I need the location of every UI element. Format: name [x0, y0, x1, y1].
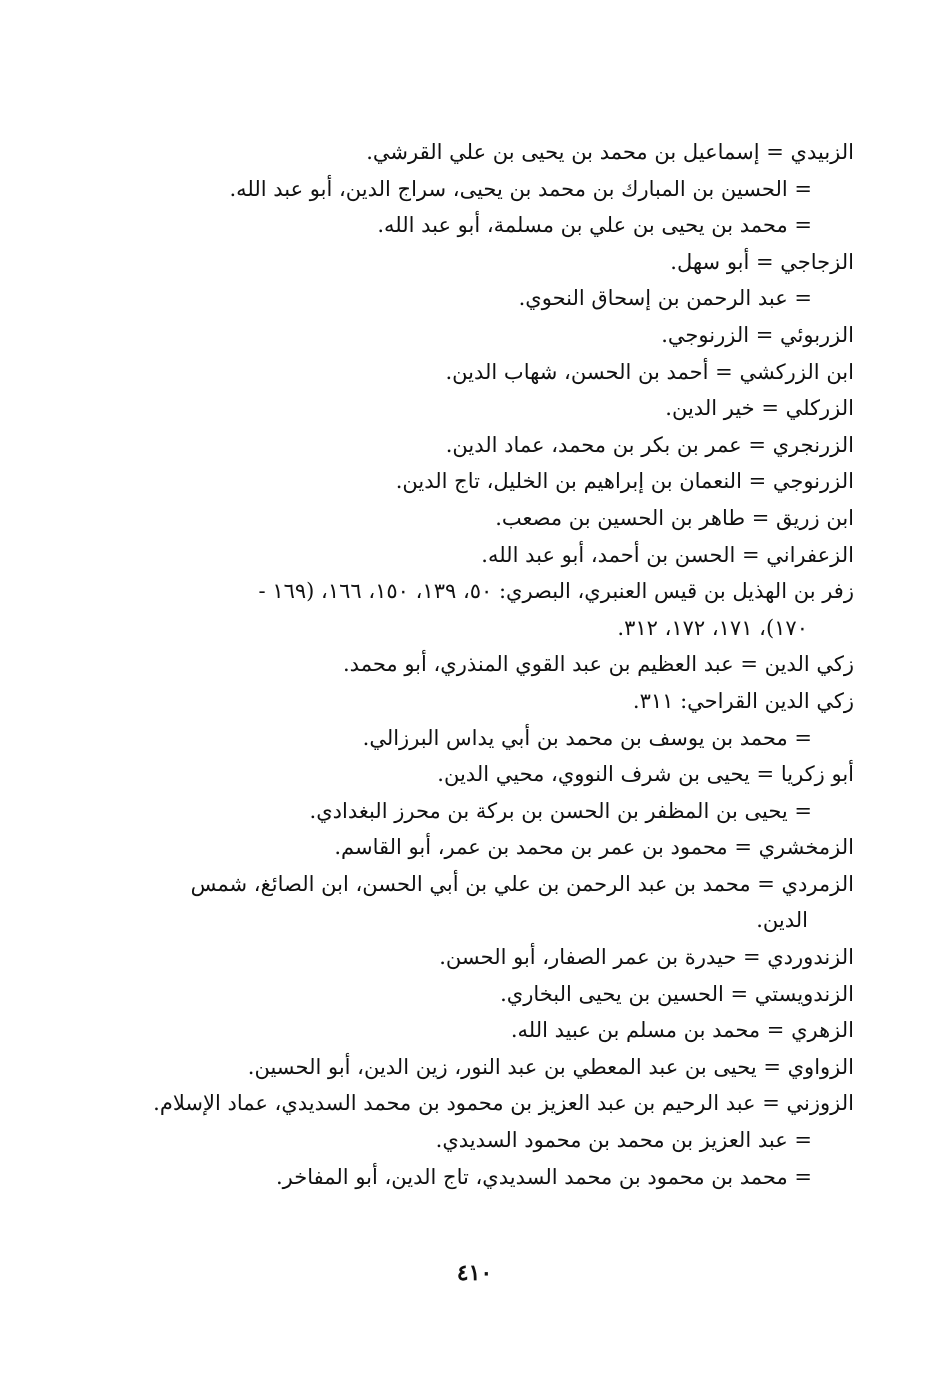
index-entry: = عبد العزيز بن محمد بن محمود السديدي. — [435, 1128, 812, 1153]
index-entry: الزربوئي = الزرنوجي. — [661, 322, 854, 347]
index-entry: الزرنوجي = النعمان بن إبراهيم بن الخليل، تاج الدين. — [395, 469, 854, 494]
index-entry: أبو زكريا = يحيى بن شرف النووي، محيي الدين. — [437, 762, 854, 787]
index-entry: الزوزني = عبد الرحيم بن عبد العزيز بن محمود بن محمد السديدي، عماد الإسلام. — [153, 1091, 854, 1116]
index-entry: الزرنجري = عمر بن بكر بن محمد، عماد الدين. — [445, 432, 854, 457]
index-entry-continuation: ١٧٠)، ١٧١، ١٧٢، ٣١٢. — [617, 615, 808, 640]
index-entry: ابن زريق = طاهر بن الحسين بن مصعب. — [495, 505, 854, 530]
index-entry: = عبد الرحمن بن إسحاق النحوي. — [518, 286, 812, 311]
index-entry: الزعفراني = الحسن بن أحمد، أبو عبد الله. — [481, 542, 854, 567]
index-entry: = الحسين بن المبارك بن محمد بن يحيى، سراج الدين، أبو عبد الله. — [229, 176, 812, 201]
index-entry: الزبيدي = إسماعيل بن محمد بن يحيى بن علي القرشي. — [366, 140, 854, 164]
index-entry — [134, 573, 854, 646]
index-entry: = محمد بن محمود بن محمد السديدي، تاج الدين، أبو المفاخر. — [276, 1164, 812, 1189]
index-entry-continuation: الدين. — [756, 908, 808, 933]
index-entry: الزندوردي = حيدرة بن عمر الصفار، أبو الحسن. — [439, 945, 854, 970]
index-entry — [134, 866, 854, 939]
index-entry: الزواوي = يحيى بن عبد المعطي بن عبد النور، زين الدين، أبو الحسين. — [247, 1054, 854, 1079]
index-entry: الزركلي = خير الدين. — [665, 396, 854, 421]
index-entry: = محمد بن يوسف بن محمد بن أبي يداس البرزالي. — [362, 725, 812, 750]
index-entry: الزهري = محمد بن مسلم بن عبيد الله. — [510, 1018, 854, 1043]
index-entry: ابن الزركشي = أحمد بن الحسن، شهاب الدين. — [445, 359, 854, 384]
index-entries — [134, 134, 854, 1195]
index-entry-text: الزمردي = محمد بن عبد الرحمن بن علي بن أبي الحسن، ابن الصائغ، شمس — [190, 871, 854, 896]
index-entry: الزمخشري = محمود بن عمر بن محمد بن عمر، أبو القاسم. — [334, 835, 854, 860]
index-entry: زكي الدين القراحي: ٣١١. — [632, 688, 854, 713]
index-entry-text: زفر بن الهذيل بن قيس العنبري، البصري: ٥٠، ١٣٩، ١٥٠، ١٦٦، (١٦٩ - — [258, 579, 854, 604]
index-entry: = محمد بن يحيى بن علي بن مسلمة، أبو عبد الله. — [377, 213, 812, 238]
index-entry: = يحيى بن المظفر بن الحسن بن بركة بن محرز البغدادي. — [309, 798, 812, 823]
index-entry: الزجاجي = أبو سهل. — [670, 249, 854, 274]
index-entry: زكي الدين = عبد العظيم بن عبد القوي المنذري، أبو محمد. — [343, 652, 854, 677]
index-entry: الزندويستي = الحسين بن يحيى البخاري. — [500, 981, 854, 1006]
page-number: ٤١٠ — [456, 1260, 493, 1286]
